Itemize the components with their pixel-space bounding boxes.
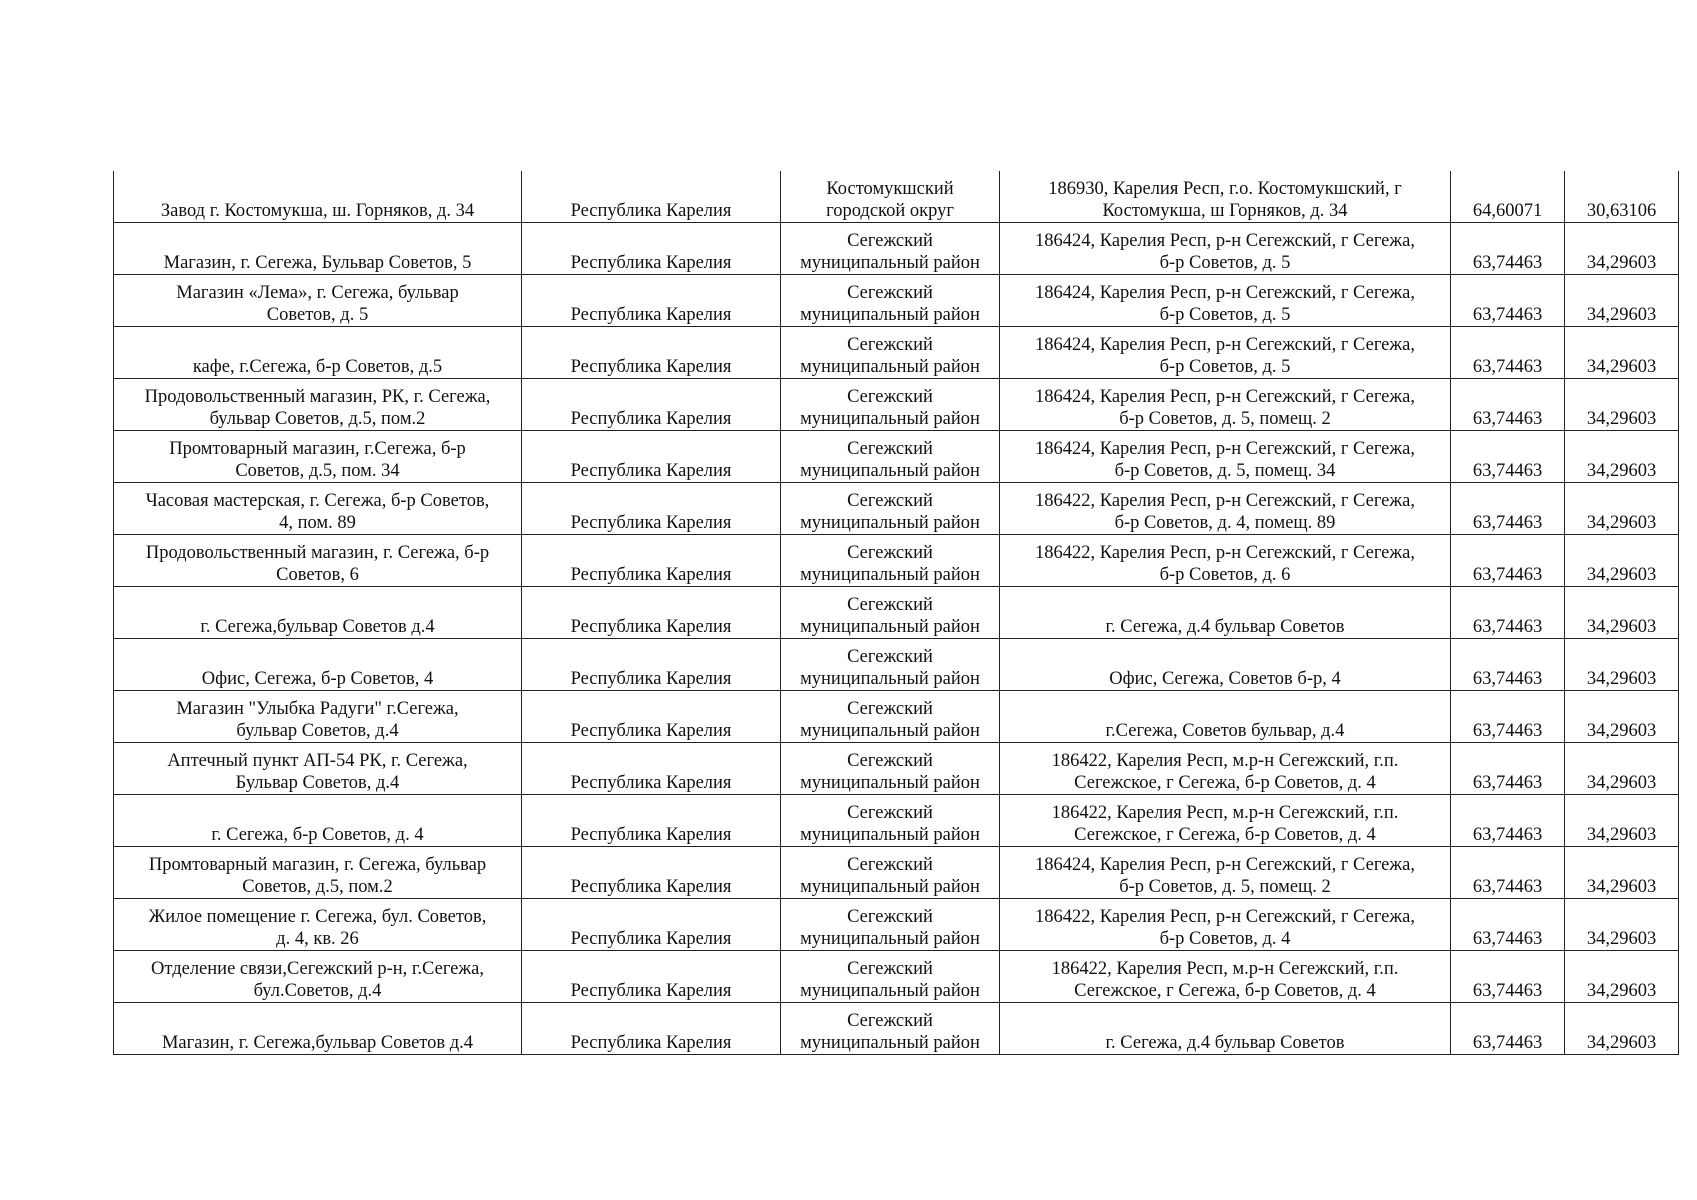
cell-address: 186424, Карелия Респ, р-н Сегежский, г Сегежа, б-р Советов, д. 5 xyxy=(1000,223,1451,275)
cell-address: 186422, Карелия Респ, р-н Сегежский, г Сегежа, б-р Советов, д. 4 xyxy=(1000,899,1451,951)
cell-object-name: Магазин «Лема», г. Сегежа, бульвар Советов, д. 5 xyxy=(114,275,522,327)
cell-object-name: Отделение связи,Сегежский р-н, г.Сегежа, бул.Советов, д.4 xyxy=(114,951,522,1003)
cell-region: Республика Карелия xyxy=(522,639,781,691)
cell-district: Сегежский муниципальный район xyxy=(781,535,1000,587)
cell-object-name: г. Сегежа,бульвар Советов д.4 xyxy=(114,587,522,639)
cell-address: 186424, Карелия Респ, р-н Сегежский, г Сегежа, б-р Советов, д. 5, помещ. 2 xyxy=(1000,847,1451,899)
table-row xyxy=(114,431,1679,483)
cell-latitude: 63,74463 xyxy=(1451,1003,1565,1055)
table-row xyxy=(114,275,1679,327)
cell-latitude: 63,74463 xyxy=(1451,379,1565,431)
cell-longitude: 34,29603 xyxy=(1565,431,1679,483)
cell-longitude: 34,29603 xyxy=(1565,639,1679,691)
cell-longitude: 34,29603 xyxy=(1565,275,1679,327)
cell-longitude: 34,29603 xyxy=(1565,795,1679,847)
cell-address: 186422, Карелия Респ, м.р-н Сегежский, г.п. Сегежское, г Сегежа, б-р Советов, д. 4 xyxy=(1000,795,1451,847)
cell-region: Республика Карелия xyxy=(522,743,781,795)
cell-district: Сегежский муниципальный район xyxy=(781,587,1000,639)
cell-object-name: Часовая мастерская, г. Сегежа, б-р Советов, 4, пом. 89 xyxy=(114,483,522,535)
cell-longitude: 34,29603 xyxy=(1565,483,1679,535)
table-row xyxy=(114,639,1679,691)
cell-longitude: 30,63106 xyxy=(1565,171,1679,223)
cell-longitude: 34,29603 xyxy=(1565,899,1679,951)
cell-latitude: 63,74463 xyxy=(1451,327,1565,379)
cell-address: г. Сегежа, д.4 бульвар Советов xyxy=(1000,587,1451,639)
cell-address: Офис, Сегежа, Советов б-р, 4 xyxy=(1000,639,1451,691)
cell-object-name: Аптечный пункт АП-54 РК, г. Сегежа, Бульвар Советов, д.4 xyxy=(114,743,522,795)
cell-district: Сегежский муниципальный район xyxy=(781,379,1000,431)
table-row xyxy=(114,795,1679,847)
cell-district: Сегежский муниципальный район xyxy=(781,691,1000,743)
cell-district: Сегежский муниципальный район xyxy=(781,951,1000,1003)
cell-longitude: 34,29603 xyxy=(1565,691,1679,743)
cell-district: Сегежский муниципальный район xyxy=(781,847,1000,899)
cell-longitude: 34,29603 xyxy=(1565,327,1679,379)
cell-district: Сегежский муниципальный район xyxy=(781,275,1000,327)
cell-latitude: 63,74463 xyxy=(1451,587,1565,639)
cell-region: Республика Карелия xyxy=(522,587,781,639)
cell-object-name: Магазин "Улыбка Радуги" г.Сегежа, бульвар Советов, д.4 xyxy=(114,691,522,743)
cell-district: Сегежский муниципальный район xyxy=(781,743,1000,795)
cell-latitude: 63,74463 xyxy=(1451,691,1565,743)
cell-region: Республика Карелия xyxy=(522,847,781,899)
cell-latitude: 63,74463 xyxy=(1451,535,1565,587)
cell-address: 186424, Карелия Респ, р-н Сегежский, г Сегежа, б-р Советов, д. 5 xyxy=(1000,275,1451,327)
cell-region: Республика Карелия xyxy=(522,379,781,431)
cell-address: 186424, Карелия Респ, р-н Сегежский, г Сегежа, б-р Советов, д. 5, помещ. 2 xyxy=(1000,379,1451,431)
cell-region: Республика Карелия xyxy=(522,275,781,327)
cell-region: Республика Карелия xyxy=(522,431,781,483)
cell-district: Сегежский муниципальный район xyxy=(781,899,1000,951)
table-row xyxy=(114,847,1679,899)
cell-region: Республика Карелия xyxy=(522,795,781,847)
cell-region: Республика Карелия xyxy=(522,1003,781,1055)
cell-longitude: 34,29603 xyxy=(1565,535,1679,587)
table-row xyxy=(114,171,1679,223)
table-row xyxy=(114,379,1679,431)
cell-region: Республика Карелия xyxy=(522,223,781,275)
cell-longitude: 34,29603 xyxy=(1565,743,1679,795)
cell-district: Сегежский муниципальный район xyxy=(781,223,1000,275)
cell-object-name: Жилое помещение г. Сегежа, бул. Советов, д. 4, кв. 26 xyxy=(114,899,522,951)
cell-address: 186422, Карелия Респ, р-н Сегежский, г Сегежа, б-р Советов, д. 6 xyxy=(1000,535,1451,587)
cell-object-name: Магазин, г. Сегежа,бульвар Советов д.4 xyxy=(114,1003,522,1055)
locations-table xyxy=(113,171,1679,1055)
table-row xyxy=(114,899,1679,951)
cell-longitude: 34,29603 xyxy=(1565,587,1679,639)
cell-region: Республика Карелия xyxy=(522,951,781,1003)
table-row xyxy=(114,587,1679,639)
document-sheet xyxy=(113,171,1679,1055)
cell-address: г.Сегежа, Советов бульвар, д.4 xyxy=(1000,691,1451,743)
cell-latitude: 63,74463 xyxy=(1451,795,1565,847)
cell-district: Сегежский муниципальный район xyxy=(781,327,1000,379)
cell-latitude: 63,74463 xyxy=(1451,431,1565,483)
cell-object-name: Промтоварный магазин, г.Сегежа, б-р Советов, д.5, пом. 34 xyxy=(114,431,522,483)
table-row xyxy=(114,327,1679,379)
table-row xyxy=(114,483,1679,535)
cell-address: 186424, Карелия Респ, р-н Сегежский, г Сегежа, б-р Советов, д. 5, помещ. 34 xyxy=(1000,431,1451,483)
cell-latitude: 63,74463 xyxy=(1451,639,1565,691)
cell-region: Республика Карелия xyxy=(522,899,781,951)
cell-object-name: Магазин, г. Сегежа, Бульвар Советов, 5 xyxy=(114,223,522,275)
table-row xyxy=(114,223,1679,275)
cell-region: Республика Карелия xyxy=(522,535,781,587)
cell-object-name: Завод г. Костомукша, ш. Горняков, д. 34 xyxy=(114,171,522,223)
cell-latitude: 63,74463 xyxy=(1451,951,1565,1003)
cell-latitude: 63,74463 xyxy=(1451,743,1565,795)
cell-address: 186422, Карелия Респ, м.р-н Сегежский, г.п. Сегежское, г Сегежа, б-р Советов, д. 4 xyxy=(1000,743,1451,795)
cell-object-name: Промтоварный магазин, г. Сегежа, бульвар Советов, д.5, пом.2 xyxy=(114,847,522,899)
table-row xyxy=(114,535,1679,587)
cell-longitude: 34,29603 xyxy=(1565,379,1679,431)
cell-object-name: г. Сегежа, б-р Советов, д. 4 xyxy=(114,795,522,847)
table-row xyxy=(114,691,1679,743)
cell-district: Сегежский муниципальный район xyxy=(781,1003,1000,1055)
cell-latitude: 63,74463 xyxy=(1451,223,1565,275)
cell-address: 186930, Карелия Респ, г.о. Костомукшский, г Костомукша, ш Горняков, д. 34 xyxy=(1000,171,1451,223)
table-row xyxy=(114,951,1679,1003)
cell-district: Сегежский муниципальный район xyxy=(781,639,1000,691)
table-row xyxy=(114,743,1679,795)
cell-object-name: Продовольственный магазин, г. Сегежа, б-р Советов, 6 xyxy=(114,535,522,587)
cell-address: г. Сегежа, д.4 бульвар Советов xyxy=(1000,1003,1451,1055)
cell-region: Республика Карелия xyxy=(522,691,781,743)
cell-object-name: Офис, Сегежа, б-р Советов, 4 xyxy=(114,639,522,691)
cell-object-name: Продовольственный магазин, РК, г. Сегежа, бульвар Советов, д.5, пом.2 xyxy=(114,379,522,431)
cell-region: Республика Карелия xyxy=(522,171,781,223)
table-row xyxy=(114,1003,1679,1055)
cell-latitude: 63,74463 xyxy=(1451,847,1565,899)
cell-address: 186422, Карелия Респ, р-н Сегежский, г Сегежа, б-р Советов, д. 4, помещ. 89 xyxy=(1000,483,1451,535)
cell-latitude: 63,74463 xyxy=(1451,483,1565,535)
cell-longitude: 34,29603 xyxy=(1565,951,1679,1003)
cell-district: Сегежский муниципальный район xyxy=(781,431,1000,483)
cell-latitude: 63,74463 xyxy=(1451,275,1565,327)
cell-region: Республика Карелия xyxy=(522,483,781,535)
cell-district: Сегежский муниципальный район xyxy=(781,795,1000,847)
cell-region: Республика Карелия xyxy=(522,327,781,379)
cell-district: Костомукшский городской округ xyxy=(781,171,1000,223)
cell-district: Сегежский муниципальный район xyxy=(781,483,1000,535)
cell-latitude: 64,60071 xyxy=(1451,171,1565,223)
cell-object-name: кафе, г.Сегежа, б-р Советов, д.5 xyxy=(114,327,522,379)
table-body xyxy=(114,171,1679,1055)
cell-longitude: 34,29603 xyxy=(1565,847,1679,899)
cell-latitude: 63,74463 xyxy=(1451,899,1565,951)
cell-address: 186422, Карелия Респ, м.р-н Сегежский, г.п. Сегежское, г Сегежа, б-р Советов, д. 4 xyxy=(1000,951,1451,1003)
cell-longitude: 34,29603 xyxy=(1565,1003,1679,1055)
cell-address: 186424, Карелия Респ, р-н Сегежский, г Сегежа, б-р Советов, д. 5 xyxy=(1000,327,1451,379)
cell-longitude: 34,29603 xyxy=(1565,223,1679,275)
